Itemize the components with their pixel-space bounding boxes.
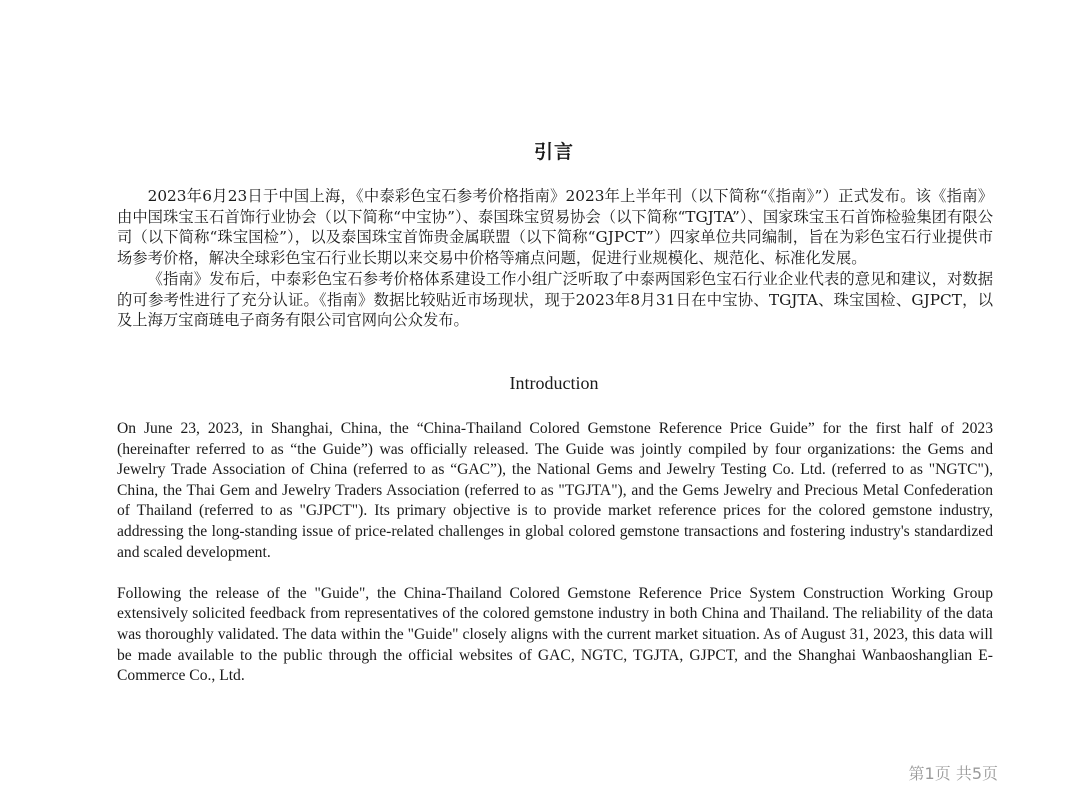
page-number: 第1页 共5页 bbox=[908, 764, 998, 783]
english-paragraph: On June 23, 2023, in Shanghai, China, the “China-Thailand Colored Gemstone Reference Price Guide” for the first half of 2023 (hereinafter referred to as “the Guide”) was officially released. The Guide was jointly compiled by four organizations: the Gems and Jewelry Trade Association of China (referred to as “GAC”), the National Gems and Jewelry Testing Co. Ltd. (referred to as "NGTC"), China, the Thai Gem and Jewelry Traders Association (referred to as "TGJTA"), and the Gems Jewelry and Precious Metal Confederation of Thailand (referred to as "GJPCT"). Its primary objective is to provide market reference prices for the colored gemstone industry, addressing the long-standing issue of price-related challenges in global colored gemstone transactions and fostering industry's standardized and scaled development. bbox=[117, 420, 993, 561]
english-body bbox=[117, 419, 993, 707]
chinese-paragraph: 《指南》发布后，中泰彩色宝石参考价格体系建设工作小组广泛听取了中泰两国彩色宝石行业企业代表的意见和建议，对数据的可参考性进行了充分认证。《指南》数据比较贴近市场现状，现于2023年8月31日在中宝协、TGJTA、珠宝国检、GJPCT，以及上海万宝商琏电子商务有限公司官网向公众发布。 bbox=[117, 269, 993, 330]
chinese-body bbox=[117, 186, 993, 331]
english-paragraph: Following the release of the "Guide", the China-Thailand Colored Gemstone Reference Price System Construction Working Group extensively solicited feedback from representatives of the colored gemstone industry in both China and Thailand. The reliability of the data was thoroughly validated. The data within the "Guide" closely aligns with the current market situation. As of August 31, 2023, this data will be made available to the public through the official websites of GAC, NGTC, TGJTA, GJPCT, and the Shanghai Wanbaoshanglian E-Commerce Co., Ltd. bbox=[117, 584, 993, 685]
english-section-title: Introduction bbox=[509, 373, 599, 393]
chinese-section-title: 引言 bbox=[533, 141, 574, 163]
chinese-paragraph: 2023年6月23日于中国上海，《中泰彩色宝石参考价格指南》2023年上半年刊（以下简称“《指南》”）正式发布。该《指南》由中国珠宝玉石首饰行业协会（以下简称“中宝协”）、泰国珠宝贸易协会（以下简称“TGJTA”）、国家珠宝玉石首饰检验集团有限公司（以下简称“珠宝国检”），以及泰国珠宝首饰贵金属联盟（以下简称“GJPCT”）四家单位共同编制，旨在为彩色宝石行业提供市场参考价格，解决全球彩色宝石行业长期以来交易中价格等痛点问题，促进行业规模化、规范化、标准化发展。 bbox=[117, 187, 993, 268]
